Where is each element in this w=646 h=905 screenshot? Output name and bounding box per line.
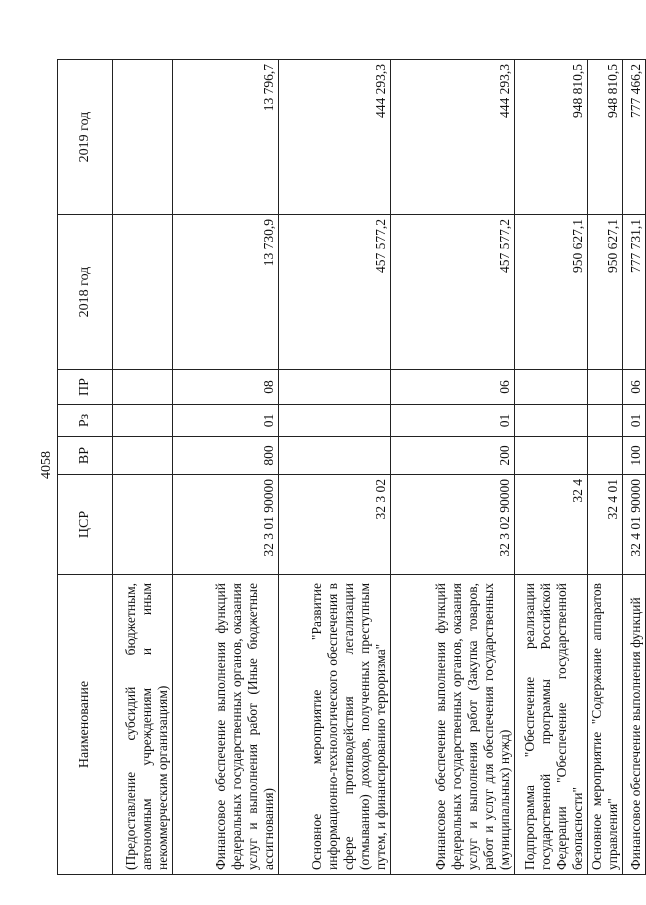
row-2018: 457 577,2: [391, 215, 515, 370]
row-name: Основное мероприятие "Развитие информационно-технологического обеспечения в сфере противодействия легализации (отмыванию) доходов, полученных преступным путем, и финансированию терроризма": [279, 575, 391, 875]
row-name: Подпрограмма "Обеспечение реализации государственной программы Российской Федерации "Обеспечение государственной безопасности": [515, 575, 588, 875]
header-pr: ПР: [58, 370, 113, 405]
row-name: (Предоставление субсидий бюджетным, автономным учреждениям и иным некоммерческим организациям): [113, 575, 173, 875]
table-row: [113, 60, 173, 875]
row-2019: 13 796,7: [173, 60, 279, 215]
row-vr: [279, 437, 391, 475]
budget-table: [57, 59, 646, 875]
table-row: [173, 60, 279, 875]
row-rz: [113, 405, 173, 437]
table-row: [515, 60, 588, 875]
row-rz: [279, 405, 391, 437]
row-csr: 32 3 02: [279, 475, 391, 575]
row-pr: 06: [391, 370, 515, 405]
row-2018: [113, 215, 173, 370]
row-pr: [515, 370, 588, 405]
row-name: Финансовое обеспечение выполнения функций федеральных государственных органов, оказания услуг и выполнения работ (Иные бюджетные ассигнования): [173, 575, 279, 875]
row-csr: 32 4: [515, 475, 588, 575]
row-2018: 950 627,1: [588, 215, 623, 370]
row-vr: [515, 437, 588, 475]
table-row: [588, 60, 623, 875]
table-header-row: [58, 60, 113, 875]
header-2018: 2018 год: [58, 215, 113, 370]
row-rz: 01: [623, 405, 646, 437]
header-rz: Рз: [58, 405, 113, 437]
row-csr: 32 4 01 90000: [623, 475, 646, 575]
row-2019: 948 810,5: [515, 60, 588, 215]
row-name: Основное мероприятие "Содержание аппаратов управления": [588, 575, 623, 875]
row-2018: 457 577,2: [279, 215, 391, 370]
row-vr: [113, 437, 173, 475]
row-2019: 444 293,3: [279, 60, 391, 215]
row-pr: [588, 370, 623, 405]
row-pr: 06: [623, 370, 646, 405]
row-name: Финансовое обеспечение выполнения функций: [623, 575, 646, 875]
header-vr: ВР: [58, 437, 113, 475]
row-rz: 01: [173, 405, 279, 437]
row-csr: [113, 475, 173, 575]
table-row: [623, 60, 646, 875]
row-pr: 08: [173, 370, 279, 405]
table-row: [279, 60, 391, 875]
row-name: Финансовое обеспечение выполнения функций федеральных государственных органов, оказания услуг и выполнения работ (Закупка товаров, работ и услуг для обеспечения государственных (муниципальных) нужд): [391, 575, 515, 875]
header-name: Наименование: [58, 575, 113, 875]
row-2018: 950 627,1: [515, 215, 588, 370]
row-2019: [113, 60, 173, 215]
row-2018: 13 730,9: [173, 215, 279, 370]
row-2019: 444 293,3: [391, 60, 515, 215]
header-csr: ЦСР: [58, 475, 113, 575]
header-2019: 2019 год: [58, 60, 113, 215]
row-rz: [588, 405, 623, 437]
rotated-page-content: [57, 60, 642, 875]
row-rz: [515, 405, 588, 437]
row-vr: 200: [391, 437, 515, 475]
row-2018: 777 731,1: [623, 215, 646, 370]
row-pr: [279, 370, 391, 405]
row-csr: 32 3 02 90000: [391, 475, 515, 575]
row-2019: 948 810,5: [588, 60, 623, 215]
table-row: [391, 60, 515, 875]
row-csr: 32 4 01: [588, 475, 623, 575]
row-vr: 800: [173, 437, 279, 475]
row-pr: [113, 370, 173, 405]
row-rz: 01: [391, 405, 515, 437]
row-vr: [588, 437, 623, 475]
page-number: 4058: [39, 451, 54, 479]
row-csr: 32 3 01 90000: [173, 475, 279, 575]
row-vr: 100: [623, 437, 646, 475]
row-2019: 777 466,2: [623, 60, 646, 215]
